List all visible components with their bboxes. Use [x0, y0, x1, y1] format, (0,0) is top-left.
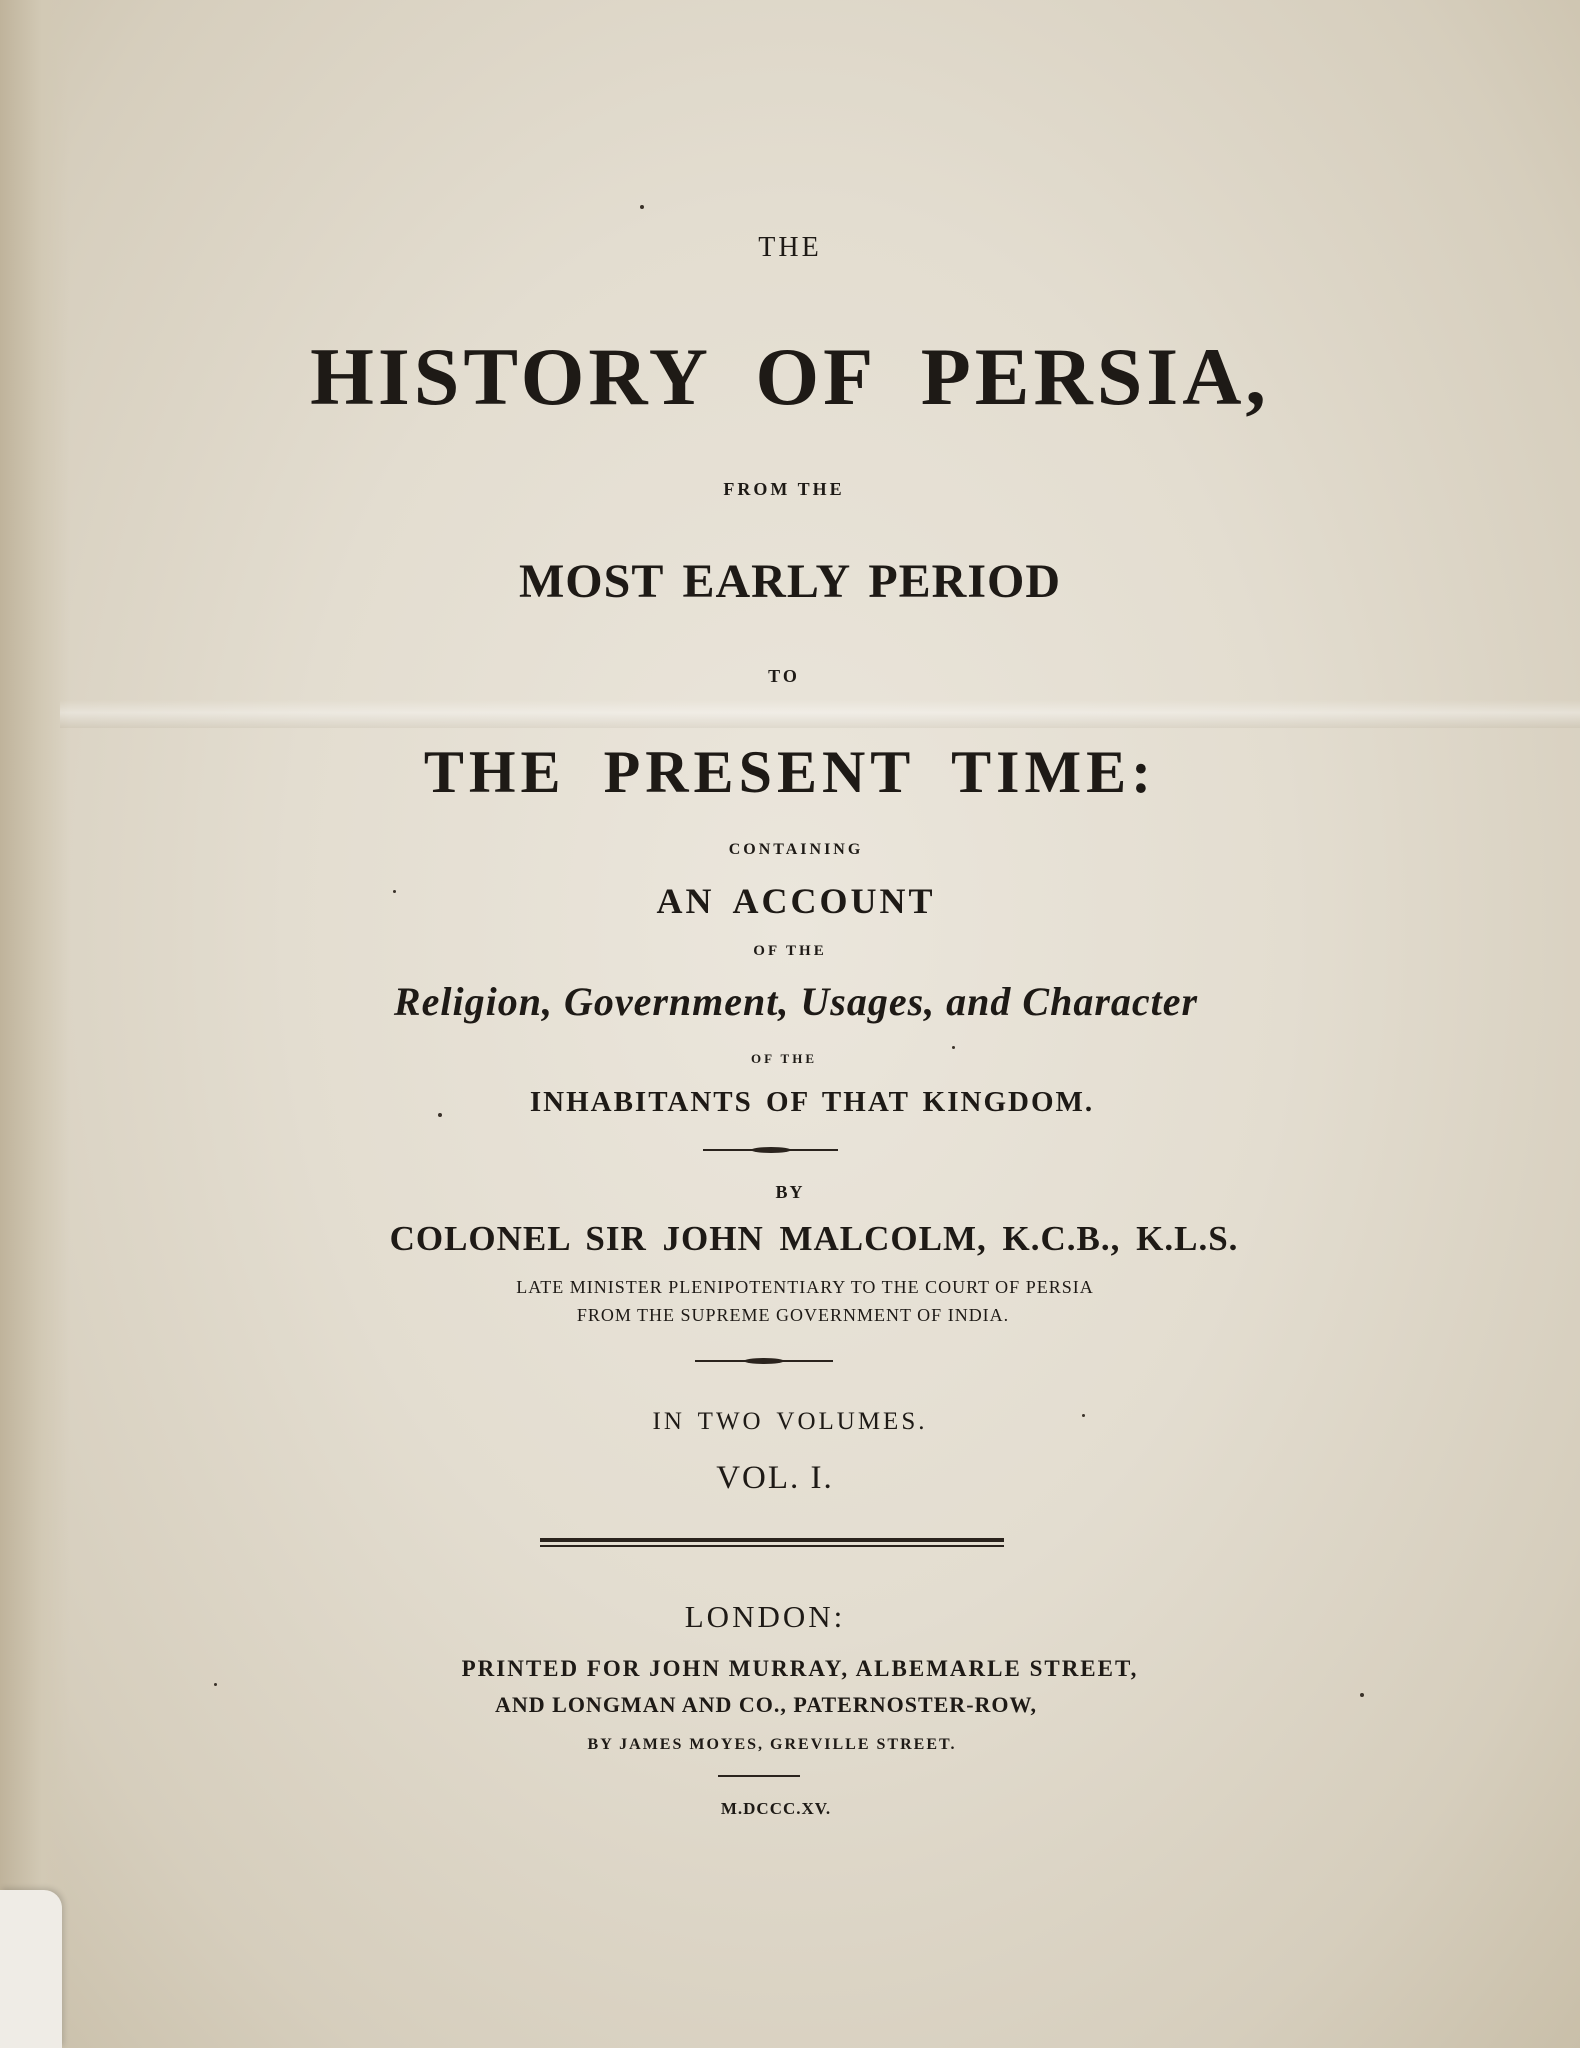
imprint-line-2: AND LONGMAN AND CO., PATERNOSTER-ROW,: [494, 1692, 1037, 1717]
by-label: BY: [775, 1182, 805, 1202]
publication-date: M.DCCC.XV.: [720, 1799, 832, 1818]
paper-corner-tab: [0, 1890, 62, 2048]
main-title: HISTORY OF PERSIA,: [310, 331, 1270, 422]
author-role-line-2: FROM THE SUPREME GOVERNMENT OF INDIA.: [576, 1305, 1010, 1325]
author-name: COLONEL SIR JOHN MALCOLM, K.C.B., K.L.S.: [389, 1219, 1239, 1258]
account-heading: AN ACCOUNT: [656, 881, 936, 921]
double-rule: [540, 1538, 1004, 1548]
title-article: THE: [758, 232, 822, 263]
paper-speck: [214, 1683, 217, 1686]
imprint-line-3: BY JAMES MOYES, GREVILLE STREET.: [587, 1736, 957, 1753]
paper-fold-crease: [60, 700, 1580, 728]
ornamental-rule: [695, 1358, 833, 1363]
author-role-line-1: LATE MINISTER PLENIPOTENTIARY TO THE COURT OF PERSIA: [516, 1277, 1094, 1297]
ornamental-rule: [703, 1147, 838, 1152]
from-the-label: FROM THE: [723, 479, 845, 499]
thin-rule: [718, 1775, 800, 1777]
of-the-label: OF THE: [753, 943, 827, 959]
containing-label: CONTAINING: [728, 841, 864, 858]
volume-number: VOL. I.: [716, 1460, 834, 1496]
paper-speck: [640, 205, 644, 209]
imprint-line-1: PRINTED FOR JOHN MURRAY, ALBEMARLE STREET,: [461, 1656, 1139, 1681]
present-time-heading: THE PRESENT TIME:: [423, 739, 1157, 805]
publication-place: LONDON:: [684, 1599, 846, 1634]
subjects-blackletter: Religion, Government, Usages, and Character: [393, 979, 1199, 1024]
of-the-label: OF THE: [750, 1051, 818, 1066]
period-heading: MOST EARLY PERIOD: [519, 555, 1061, 608]
volume-count: IN TWO VOLUMES.: [652, 1408, 928, 1435]
paper-speck: [952, 1046, 955, 1049]
inhabitants-heading: INHABITANTS OF THAT KINGDOM.: [529, 1086, 1095, 1118]
to-label: TO: [768, 666, 800, 686]
